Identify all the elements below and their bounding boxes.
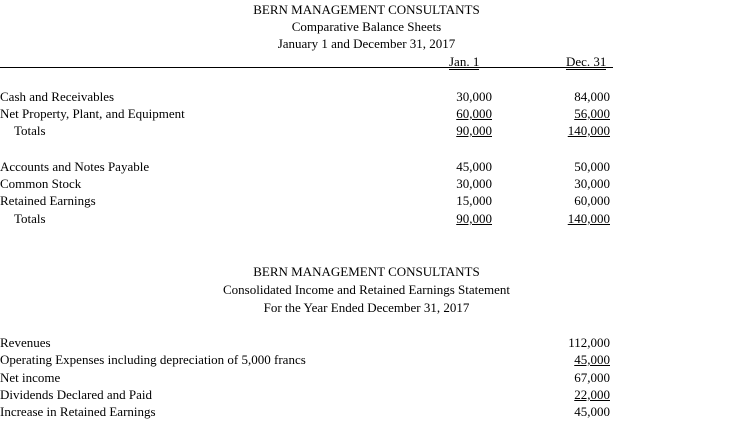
header-rule [0,67,613,68]
income-value-net-income: 67,000 [574,370,610,385]
row-label-totals-assets: Totals [14,123,46,138]
income-value-increase-retained: 45,000 [574,404,610,419]
income-value-operating-expenses [540,352,610,367]
income-value-dividends [540,387,610,402]
row-dec-totals-liabilities [540,211,610,226]
balance-sheet-period: January 1 and December 31, 2017 [277,36,456,51]
row-dec-cash: 84,000 [574,89,610,104]
row-dec-ppe [540,106,610,121]
income-value-revenues: 112,000 [568,335,610,350]
column-header-dec [566,54,606,69]
row-jan-totals-assets-value: 90,000 [456,123,492,138]
row-jan-ppe-value: 60,000 [456,106,492,121]
income-label-increase-retained: Increase in Retained Earnings [0,404,156,419]
column-header-jan [449,54,479,69]
row-jan-common-stock: 30,000 [456,176,492,191]
income-value-dividends-text: 22,000 [574,387,610,402]
column-header-jan-text: Jan. 1 [449,54,480,69]
income-statement-period: For the Year Ended December 31, 2017 [263,300,470,315]
row-dec-ppe-value: 56,000 [574,106,610,121]
row-jan-cash: 30,000 [456,89,492,104]
row-label-retained-earnings: Retained Earnings [0,193,96,208]
income-value-operating-expenses-text: 45,000 [574,352,610,367]
income-label-revenues: Revenues [0,335,51,350]
row-label-ppe: Net Property, Plant, and Equipment [0,106,185,121]
row-label-cash: Cash and Receivables [0,89,115,104]
row-jan-totals-liabilities [430,211,492,226]
row-label-common-stock: Common Stock [0,176,82,191]
row-jan-ppe [430,106,492,121]
row-dec-retained-earnings: 60,000 [574,193,610,208]
row-dec-totals-assets [540,123,610,138]
row-dec-totals-assets-value: 140,000 [567,123,610,138]
income-label-net-income: Net income [0,370,61,385]
row-jan-payables: 45,000 [456,159,492,174]
income-label-operating-expenses: Operating Expenses including depreciation of 5,000 francs [0,352,306,367]
income-label-dividends: Dividends Declared and Paid [0,387,152,402]
income-statement-title: Consolidated Income and Retained Earnings Statement [222,282,510,297]
balance-sheet-title: Comparative Balance Sheets [291,19,442,34]
income-statement-company: BERN MANAGEMENT CONSULTANTS [253,264,480,279]
row-dec-totals-liabilities-value: 140,000 [567,211,610,226]
row-jan-totals-liabilities-value: 90,000 [456,211,492,226]
row-label-payables: Accounts and Notes Payable [0,159,150,174]
row-jan-retained-earnings: 15,000 [456,193,492,208]
column-header-dec-text: Dec. 31 [566,54,607,69]
row-dec-payables: 50,000 [574,159,610,174]
balance-sheet-company: BERN MANAGEMENT CONSULTANTS [253,2,480,17]
row-dec-common-stock: 30,000 [574,176,610,191]
row-jan-totals-assets [430,123,492,138]
row-label-totals-liabilities: Totals [14,211,46,226]
